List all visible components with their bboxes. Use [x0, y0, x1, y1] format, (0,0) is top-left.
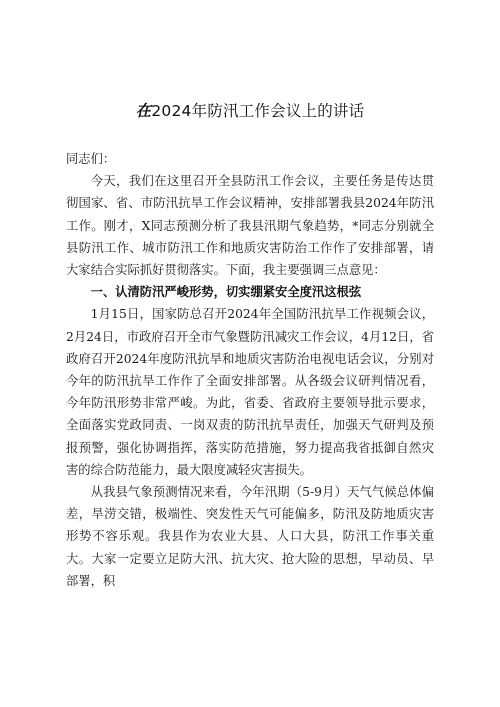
title-prefix: 在	[135, 102, 152, 120]
document-body	[66, 148, 434, 592]
document-title	[0, 99, 500, 121]
paragraph-intro: 今天，我们在这里召开全县防汛工作会议，主要任务是传达贯彻国家、省、市防汛抗旱工作会议精神，安排部署我县2024年防汛工作。刚才，X同志预测分析了我县汛期气象趋势，*同志分别就全县防汛工作、城市防汛工作和地质灾害防治工作作了安排部署，请大家结合实际抓好贯彻落实。下面，我主要强调三点意见：	[66, 174, 434, 278]
paragraph-national-meetings: 1月15日，国家防总召开2024年全国防汛抗旱工作视频会议，2月24日，市政府召开全市气象暨防汛减灾工作会议，4月12日，省政府召开2024年度防汛抗旱和地质灾害防治电视电话会议，分别对今年的防汛抗旱工作作了全面安排部署。从各级会议研判情况看，今年防汛形势非常严峻。为此，省委、省政府主要领导批示要求，全面落实党政同责、一岗双责的防汛抗旱责任，加强天气研判及预报预警，强化协调指挥，落实防范措施，努力提高我省抵御自然灾害的综合防范能力，最大限度减轻灾害损失。	[66, 307, 434, 477]
greeting: 同志们：	[66, 152, 116, 166]
paragraph-county-forecast: 从我县气象预测情况来看，今年汛期（5-9月）天气气候总体偏差，旱涝交错，极端性、突发性天气可能偏多，防汛及防地质灾害形势不容乐观。我县作为农业大县、人口大县，防汛工作事关重大。大家一定要立足防大汛、抗大灾、抢大险的思想，早动员、早部署，积	[66, 485, 434, 588]
title-main: 2024年防汛工作会议上的讲话	[151, 102, 365, 120]
section-heading: 一、认清防汛严峻形势，切实绷紧安全度汛这根弦	[90, 285, 362, 300]
